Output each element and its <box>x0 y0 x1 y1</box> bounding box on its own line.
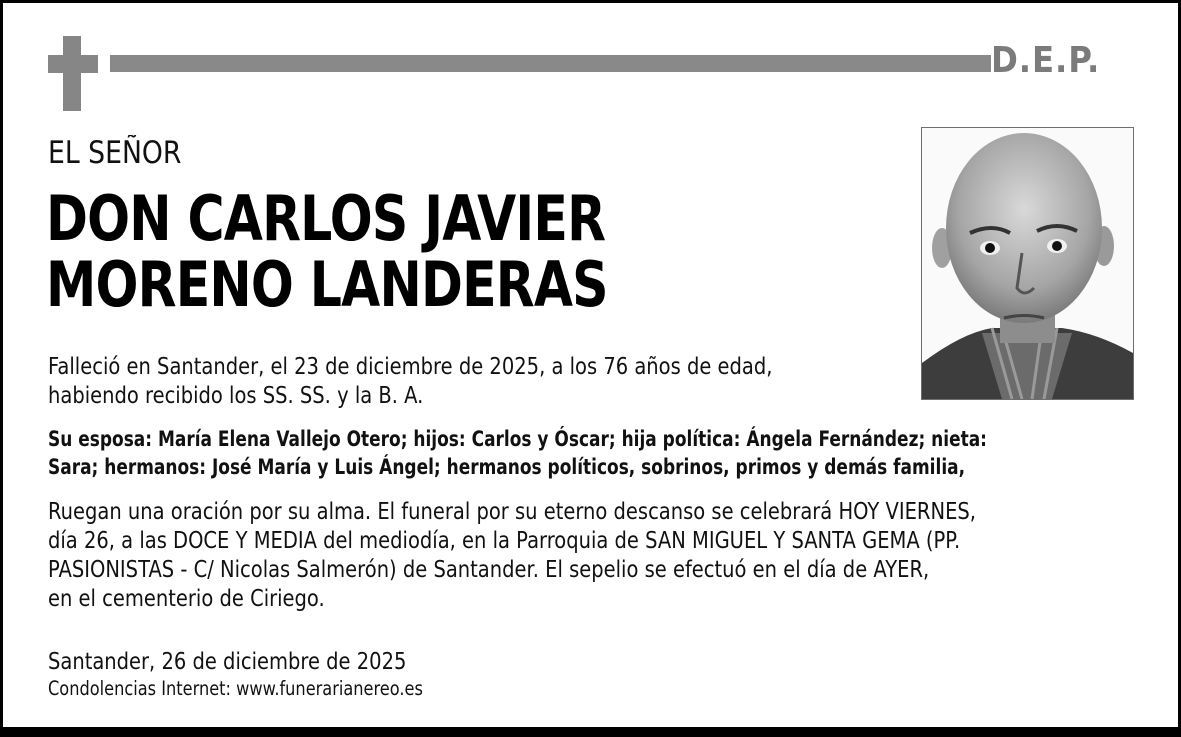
dep-label: D.E.P. <box>991 40 1101 81</box>
family-line-2: Sara; hermanos: José María y Luis Ángel; hermanos políticos, sobrinos, primos y demás familia, <box>48 455 966 480</box>
family-line-1: Su esposa: María Elena Vallejo Otero; hijos: Carlos y Óscar; hija política: Ángela Fernández; nieta: <box>48 427 987 452</box>
funeral-details <box>48 497 976 613</box>
funeral-line-2: día 26, a las DOCE Y MEDIA del mediodía, en la Parroquia de SAN MIGUEL Y SANTA GEMA (PP. <box>48 526 961 554</box>
obituary-card <box>3 3 1178 727</box>
name-line-1: DON CARLOS JAVIER <box>46 182 606 255</box>
portrait-photo <box>921 127 1134 400</box>
funeral-line-3: PASIONISTAS - C/ Nicolas Salmerón) de Santander. El sepelio se efectuó en el día de AYER, <box>48 555 930 583</box>
cross-icon <box>63 36 81 111</box>
place-date: Santander, 26 de diciembre de 2025 <box>48 647 407 675</box>
family-list <box>48 426 987 482</box>
death-notice-line-2: habiendo recibido los SS. SS. y la B. A. <box>48 381 424 409</box>
condolences-link: Condolencias Internet: www.funerarianereo.es <box>48 677 423 700</box>
funeral-line-1: Ruegan una oración por su alma. El funeral por su eterno descanso se celebrará HOY VIERNES, <box>48 497 976 525</box>
honorific: EL SEÑOR <box>48 135 182 171</box>
death-notice <box>48 352 772 410</box>
funeral-line-4: en el cementerio de Ciriego. <box>48 584 325 612</box>
name-line-2: MORENO LANDERAS <box>46 248 608 321</box>
header-rule <box>110 55 991 72</box>
death-notice-line-1: Falleció en Santander, el 23 de diciembre de 2025, a los 76 años de edad, <box>48 352 773 380</box>
deceased-name <box>46 182 608 321</box>
cross-icon-arm <box>48 55 98 73</box>
